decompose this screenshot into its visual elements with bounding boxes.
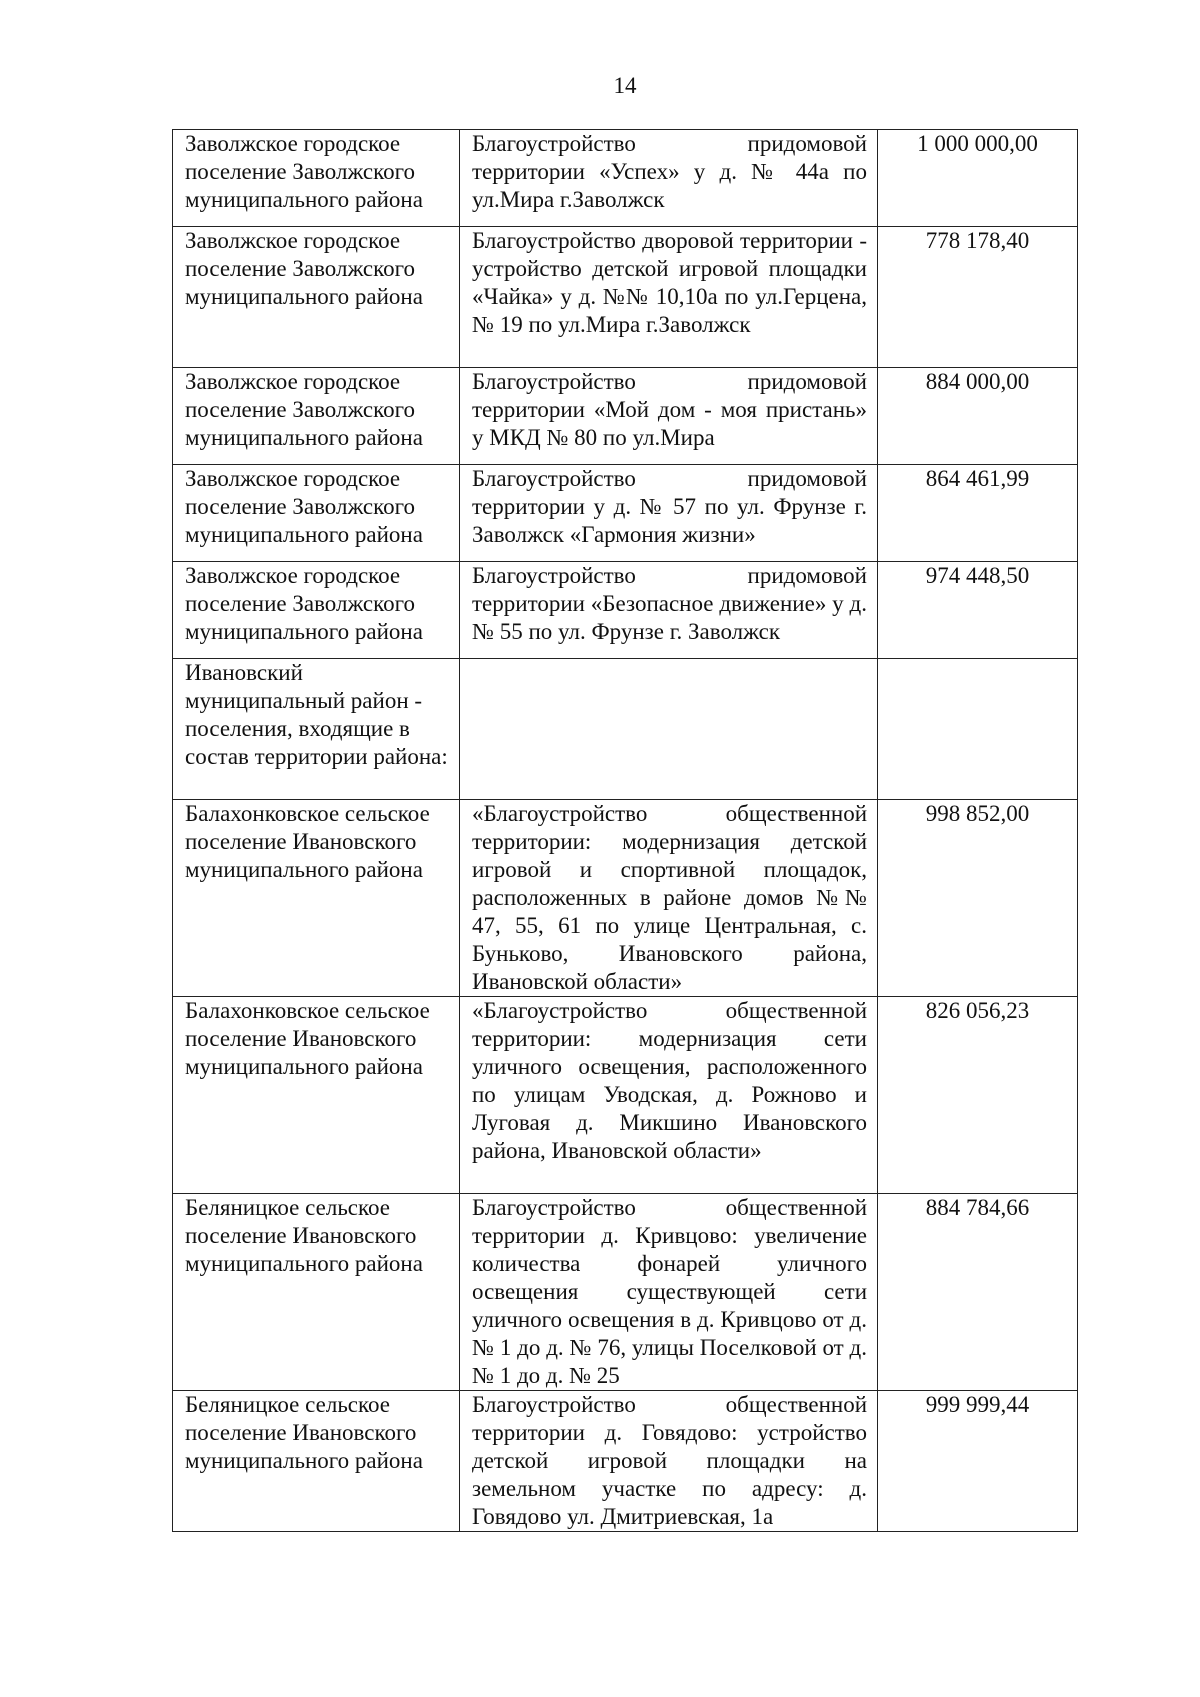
amount-cell: 999 999,44 [878, 1391, 1078, 1532]
page-number: 14 [613, 73, 637, 98]
description-cell: Благоустройство общественной территории д. Говядово: устройство детской игровой площадки на земельном участке по адресу: д. Говядово ул. Дмитриевская, 1а [460, 1391, 878, 1532]
table-row [173, 130, 1078, 227]
description-cell: «Благоустройство общественной территории: модернизация детской игровой и спортивной площадок, расположенных в районе домов №№ 47, 55, 61 по улице Центральная, с. Буньково, Ивановского района, Ивановской области» [460, 800, 878, 997]
description-cell [460, 659, 878, 800]
amount-cell: 778 178,40 [878, 227, 1078, 368]
amount-cell [878, 659, 1078, 800]
table-row [173, 368, 1078, 465]
municipality-cell: Беляницкое сельское поселение Ивановского муниципального района [173, 1391, 460, 1532]
table-row [173, 562, 1078, 659]
amount-cell: 974 448,50 [878, 562, 1078, 659]
amount-cell: 884 000,00 [878, 368, 1078, 465]
municipality-cell: Заволжское городское поселение Заволжского муниципального района [173, 562, 460, 659]
amount-cell: 1 000 000,00 [878, 130, 1078, 227]
table-row [173, 997, 1078, 1194]
description-cell: Благоустройство придомовой территории «Безопасное движение» у д. № 55 по ул. Фрунзе г. Заволжск [460, 562, 878, 659]
amount-cell: 826 056,23 [878, 997, 1078, 1194]
description-cell: «Благоустройство общественной территории: модернизация сети уличного освещения, расположенного по улицам Уводская, д. Рожново и Луговая д. Микшино Ивановского района, Ивановской области» [460, 997, 878, 1194]
municipality-cell: Балахонковское сельское поселение Ивановского муниципального района [173, 800, 460, 997]
description-cell: Благоустройство придомовой территории у д. № 57 по ул. Фрунзе г. Заволжск «Гармония жизни» [460, 465, 878, 562]
amount-cell: 998 852,00 [878, 800, 1078, 997]
municipality-cell: Заволжское городское поселение Заволжского муниципального района [173, 130, 460, 227]
subsidy-table [172, 129, 1078, 1532]
amount-cell: 884 784,66 [878, 1194, 1078, 1391]
description-cell: Благоустройство придомовой территории «Мой дом - моя пристань» у МКД № 80 по ул.Мира [460, 368, 878, 465]
table-row [173, 465, 1078, 562]
table-row [173, 1391, 1078, 1532]
description-cell: Благоустройство придомовой территории «Успех» у д. № 44а по ул.Мира г.Заволжск [460, 130, 878, 227]
municipality-cell: Заволжское городское поселение Заволжского муниципального района [173, 465, 460, 562]
amount-cell: 864 461,99 [878, 465, 1078, 562]
table-row [173, 227, 1078, 368]
table-row [173, 800, 1078, 997]
municipality-cell: Ивановский муниципальный район - поселения, входящие в состав территории района: [173, 659, 460, 800]
municipality-cell: Балахонковское сельское поселение Ивановского муниципального района [173, 997, 460, 1194]
description-cell: Благоустройство дворовой территории - устройство детской игровой площадки «Чайка» у д. №№ 10,10а по ул.Герцена, № 19 по ул.Мира г.Заволжск [460, 227, 878, 368]
table-row [173, 659, 1078, 800]
table-row [173, 1194, 1078, 1391]
municipality-cell: Заволжское городское поселение Заволжского муниципального района [173, 368, 460, 465]
municipality-cell: Беляницкое сельское поселение Ивановского муниципального района [173, 1194, 460, 1391]
municipality-cell: Заволжское городское поселение Заволжского муниципального района [173, 227, 460, 368]
description-cell: Благоустройство общественной территории д. Кривцово: увеличение количества фонарей уличного освещения существующей сети уличного освещения в д. Кривцово от д. № 1 до д. № 76, улицы Поселковой от д. № 1 до д. № 25 [460, 1194, 878, 1391]
